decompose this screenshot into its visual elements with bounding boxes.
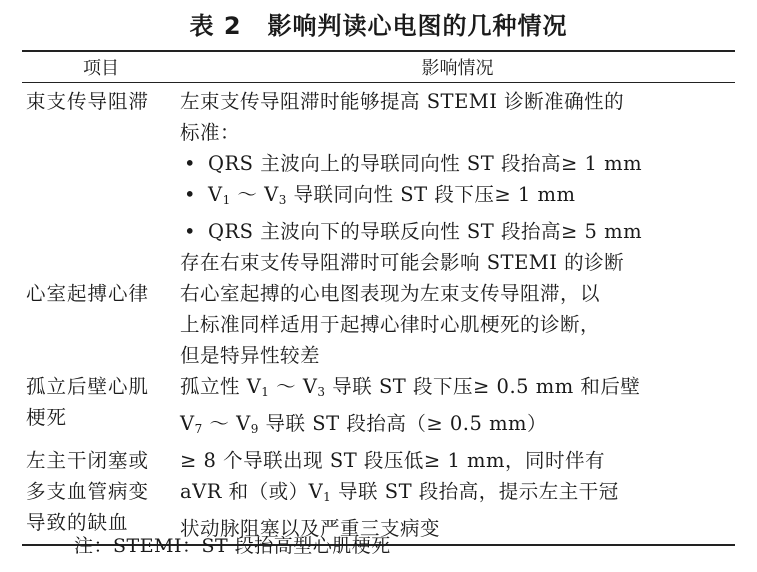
row-content [180, 445, 735, 544]
row-item-text: 左主干闭塞或 [26, 449, 150, 472]
bullet-icon: • [184, 152, 197, 175]
row-content [180, 371, 735, 445]
content-line: 但是特异性较差 [180, 344, 321, 367]
table-row [22, 83, 735, 278]
row-content [180, 86, 735, 278]
bullet-icon: • [184, 220, 197, 243]
row-item [22, 371, 180, 445]
table-row [22, 278, 735, 371]
table-header [22, 52, 735, 83]
row-item-text: 导致的缺血 [26, 511, 129, 534]
table-number: 表 2 [189, 12, 242, 40]
row-item-text: 心室起搏心律 [26, 282, 150, 305]
row-item-text: 梗死 [26, 406, 68, 429]
bullet-item: • QRS 主波向上的导联同向性 ST 段抬高≥ 1 mm [180, 148, 735, 179]
table-title [0, 6, 757, 41]
content-line: 存在右束支传导阻滞时可能会影响 STEMI 的诊断 [180, 251, 625, 274]
table-footnote: 注：STEMI：ST 段抬高型心肌梗死 [74, 535, 391, 557]
content-line: 左束支传导阻滞时能够提高 STEMI 诊断准确性的 [180, 90, 625, 113]
row-item-text: 束支传导阻滞 [26, 90, 150, 113]
row-content [180, 278, 735, 371]
bullet-item: • QRS 主波向下的导联反向性 ST 段抬高≥ 5 mm [180, 216, 735, 247]
content-line: $V_7$ ～ $V_9$ 导联 ST 段抬高（≥ 0.5 mm） [180, 412, 548, 436]
bullet-item: • $V_1$ ～ $V_3$ 导联同向性 ST 段下压≥ 1 mm [180, 179, 735, 216]
content-line: 上标准同样适用于起搏心律时心肌梗死的诊断， [180, 313, 601, 336]
row-item-text: 多支血管病变 [26, 480, 150, 503]
table-caption: 影响判读心电图的几种情况 [267, 12, 568, 40]
row-item [22, 278, 180, 371]
content-line: ≥ 8 个导联出现 ST 段压低≥ 1 mm，同时伴有 [180, 449, 606, 472]
table-row [22, 371, 735, 445]
content-line: 右心室起搏的心电图表现为左束支传导阻滞，以 [180, 282, 601, 305]
header-item: 项目 [83, 58, 119, 79]
content-line: aVR 和（或）$V_1$ 导联 ST 段抬高，提示左主干冠 [180, 480, 619, 504]
row-item-text: 孤立后壁心肌 [26, 375, 150, 398]
content-line: 标准： [180, 121, 241, 144]
header-influence: 影响情况 [421, 58, 494, 79]
bullet-icon: • [184, 183, 197, 206]
ecg-influence-table [22, 50, 735, 546]
table-row [22, 445, 735, 544]
row-item [22, 445, 180, 544]
row-item [22, 86, 180, 278]
content-line: 孤立性 $V_1$ ～ $V_3$ 导联 ST 段下压≥ 0.5 mm 和后壁 [180, 375, 641, 399]
content-line: 状动脉阻塞以及严重三支病变 [180, 517, 441, 540]
